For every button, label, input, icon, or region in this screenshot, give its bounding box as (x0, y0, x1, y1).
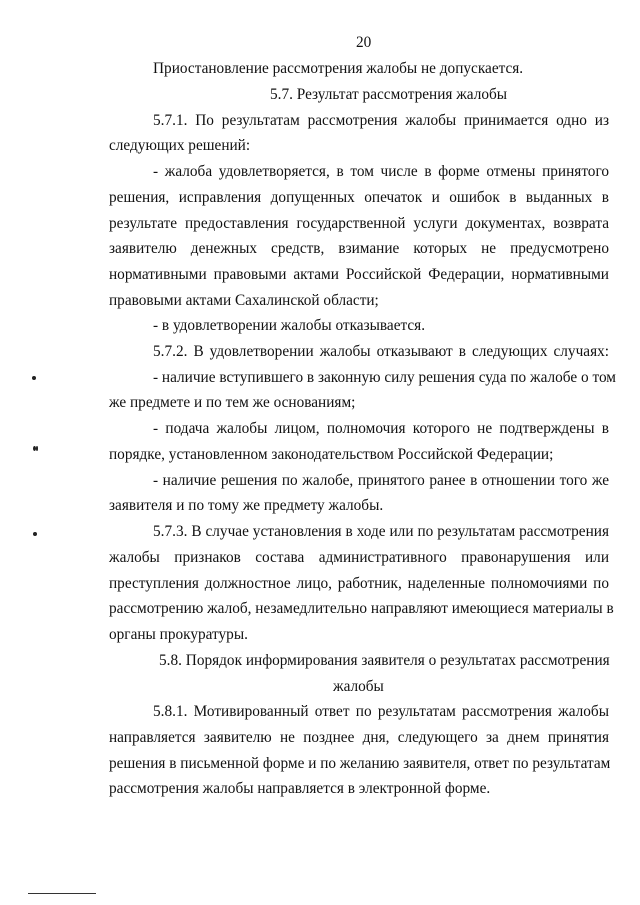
scan-speck (36, 446, 38, 451)
section-heading-5-7: 5.7. Результат рассмотрения жалобы (270, 86, 508, 103)
section-heading-5-8-continued: жалобы (333, 678, 384, 695)
paragraph-line: следующих решений: (109, 137, 251, 154)
page-number: 20 (356, 34, 372, 51)
paragraph-line: - подача жалобы лицом, полномочия которого не подтверждены в (153, 420, 609, 437)
paragraph-line: 5.7.2. В удовлетворении жалобы отказывают в следующих случаях: (153, 343, 609, 360)
paragraph-line: же предмете и по тем же основаниям; (109, 394, 356, 411)
paragraph-line: жалобы признаков состава административного правонарушения или (109, 549, 609, 566)
paragraph-line: - наличие решения по жалобе, принятого ранее в отношении того же (153, 472, 609, 489)
paragraph-line: 5.7.1. По результатам рассмотрения жалобы принимается одно из (153, 112, 609, 129)
paragraph-line: рассмотрения жалобы направляется в электронной форме. (109, 780, 491, 797)
paragraph-line: решения, исправления допущенных опечаток и ошибок в выданных в (109, 189, 609, 206)
paragraph-line: заявителю денежных средств, взимание которых не предусмотрено (109, 240, 609, 257)
paragraph-line: Приостановление рассмотрения жалобы не допускается. (153, 60, 524, 77)
paragraph-line: результате предоставления государственной услуги документах, возврата (109, 215, 609, 232)
paragraph-line: нормативными правовыми актами Российской Федерации, нормативными (109, 266, 609, 283)
paragraph-line: органы прокуратуры. (109, 626, 248, 643)
paragraph-line: - в удовлетворении жалобы отказывается. (153, 317, 426, 334)
scan-speck (33, 532, 37, 536)
paragraph-line: 5.7.3. В случае установления в ходе или по результатам рассмотрения (153, 523, 609, 540)
paragraph-line: - наличие вступившего в законную силу решения суда по жалобе о том (153, 369, 616, 386)
paragraph-line: преступления должностное лицо, работник, наделенные полномочиями по (109, 575, 609, 592)
paragraph-line: 5.8.1. Мотивированный ответ по результатам рассмотрения жалобы (153, 703, 609, 720)
paragraph-line: порядке, установленном законодательством Российской Федерации; (109, 446, 554, 463)
paragraph-line: заявителя и по тому же предмету жалобы. (109, 497, 384, 514)
scan-speck (32, 376, 36, 380)
paragraph-line: рассмотрению жалоб, незамедлительно направляют имеющиеся материалы в (109, 600, 614, 617)
footnote-rule (28, 893, 96, 894)
paragraph-line: решения в письменной форме и по желанию заявителя, ответ по результатам (109, 755, 611, 772)
paragraph-line: - жалоба удовлетворяется, в том числе в форме отмены принятого (153, 163, 609, 180)
section-heading-5-8: 5.8. Порядок информирования заявителя о результатах рассмотрения (159, 652, 610, 669)
paragraph-line: правовыми актами Сахалинской области; (109, 292, 379, 309)
paragraph-line: направляется заявителю не позднее дня, следующего за днем принятия (109, 729, 609, 746)
